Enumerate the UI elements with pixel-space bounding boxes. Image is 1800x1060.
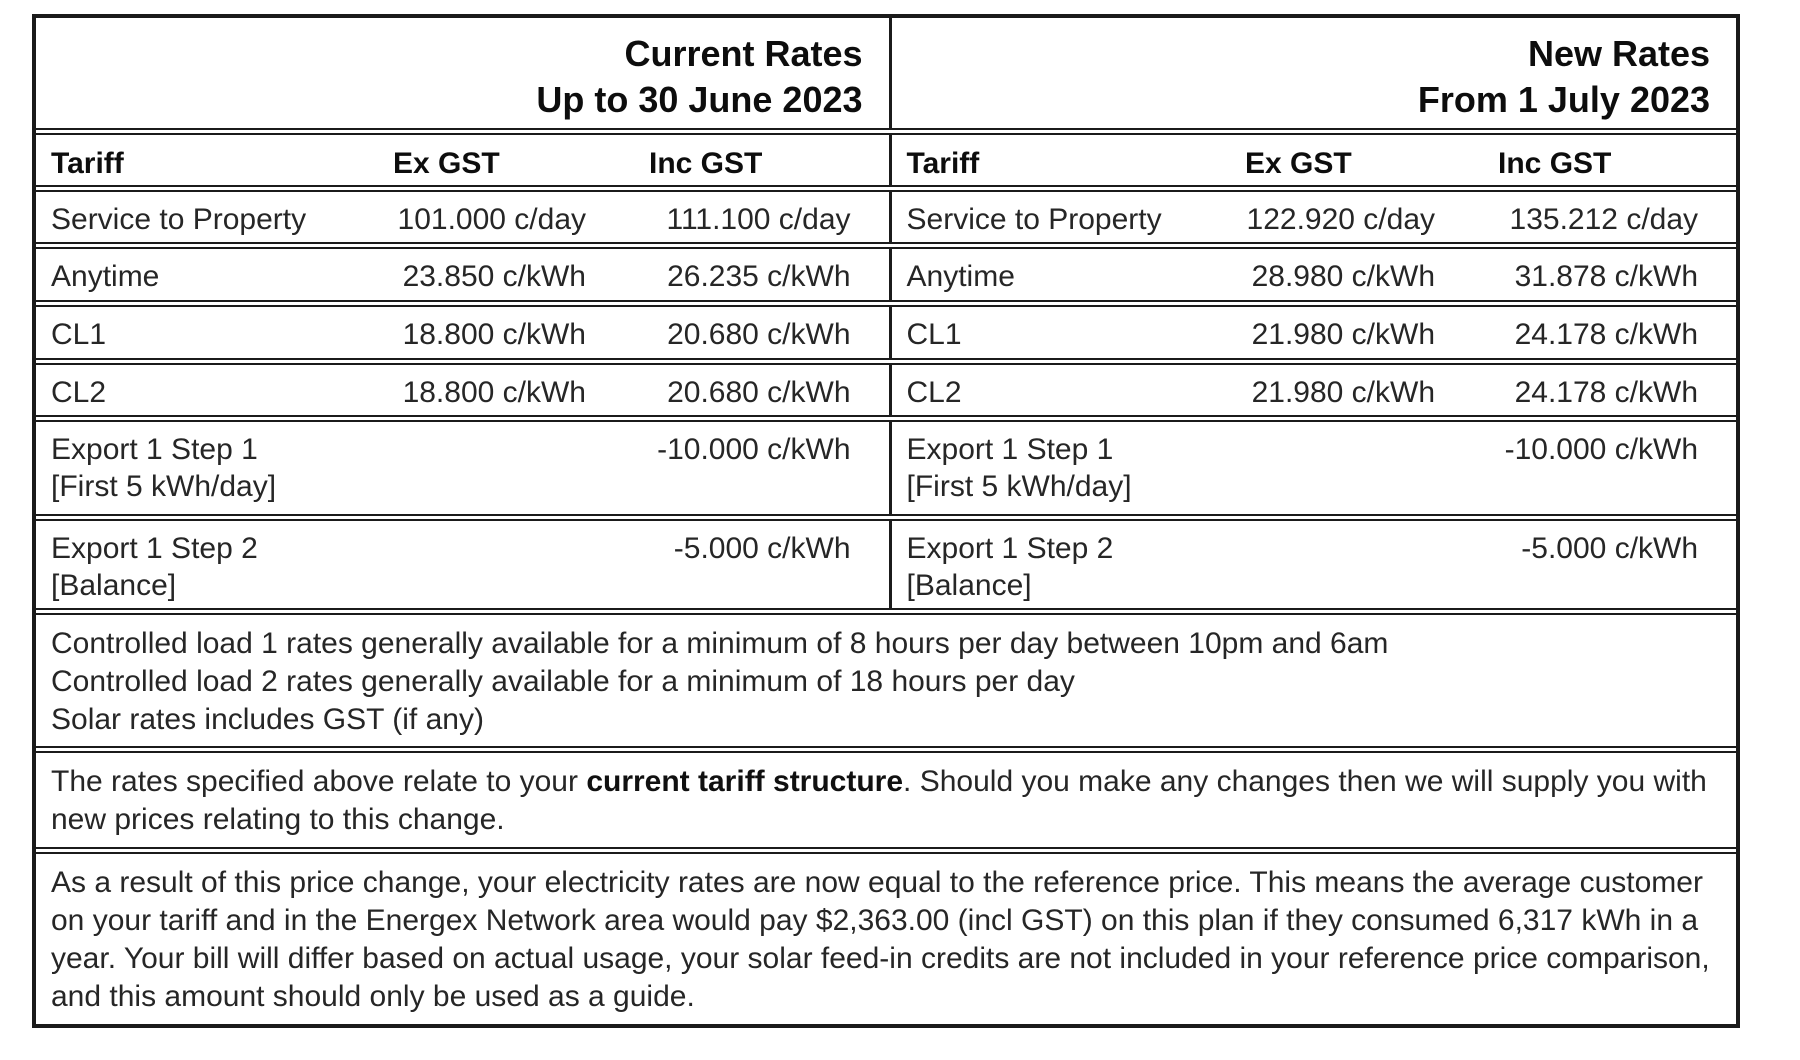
rate-value-empty [378,419,634,518]
rates-table [36,18,1736,1024]
controlled-load-notes [36,612,1736,750]
current-rates-subtitle: Up to 30 June 2023 [536,79,863,120]
tariff-name: Export 1 Step 1 [51,433,258,467]
rate-value: 24.178 c/kWh [1483,304,1736,362]
rate-value: -5.000 c/kWh [1483,517,1736,611]
rate-value: 31.878 c/kWh [1483,246,1736,304]
tariff-qualifier: [Balance] [51,568,177,602]
rate-value: -10.000 c/kWh [1483,419,1736,518]
tariff-qualifier: [First 5 kWh/day] [906,470,1132,504]
tariff-cell: CL2 [36,361,378,419]
new-rates-header [890,18,1736,132]
rate-value-empty [378,517,634,611]
new-rates-title: New Rates [1527,33,1711,74]
table-row-cl1 [36,304,1736,362]
tariff-cell: Anytime [890,246,1230,304]
rate-value-empty [1230,419,1483,518]
rate-value: 21.980 c/kWh [1230,361,1483,419]
tariff-cell [890,517,1230,611]
column-header-row [36,132,1736,189]
tariff-cell: Service to Property [890,188,1230,246]
table-row-cl2 [36,361,1736,419]
rate-value: 101.000 c/day [378,188,634,246]
tariff-cell [36,517,378,611]
right-tariff-column-header: Tariff [890,132,1230,189]
tariff-qualifier: [Balance] [906,568,1032,602]
tariff-note-suffix: . Should you make any changes then we will supply you with new prices relating to this change. [51,765,1707,837]
rate-value: 111.100 c/day [634,188,890,246]
tariff-note-bold: current tariff structure [586,765,904,799]
tariff-note-prefix: The rates specified above relate to your [51,765,587,799]
rate-value: -5.000 c/kWh [634,517,890,611]
left-incgst-column-header: Inc GST [634,132,890,189]
left-tariff-column-header: Tariff [36,132,378,189]
controlled-load-2-note: Controlled load 2 rates generally available for a minimum of 18 hours per day [51,665,1075,699]
tariff-cell: CL2 [890,361,1230,419]
tariff-cell: Anytime [36,246,378,304]
rate-value: -10.000 c/kWh [634,419,890,518]
controlled-load-notes-row [36,612,1736,750]
rate-value: 135.212 c/day [1483,188,1736,246]
right-exgst-column-header: Ex GST [1230,132,1483,189]
rate-value: 20.680 c/kWh [634,304,890,362]
table-row-export-1-step-1 [36,419,1736,518]
current-rates-header [36,18,890,132]
rate-value: 122.920 c/day [1230,188,1483,246]
rate-value-empty [1230,517,1483,611]
tariff-name: Export 1 Step 1 [906,433,1114,467]
rate-value: 21.980 c/kWh [1230,304,1483,362]
rate-value: 18.800 c/kWh [378,304,634,362]
tariff-name: Export 1 Step 2 [51,531,258,565]
reference-price-note: As a result of this price change, your electricity rates are now equal to the reference price. This means the average customer on your tariff and in the Energex Network area would pay $2,363.00 (incl GST) on this plan if they consumed 6,317 kWh in a year. Your bill will differ based on actual usage, your solar feed-in credits are not included in your reference price comparison, and this amount should only be used as a guide. [36,850,1736,1024]
rate-value: 18.800 c/kWh [378,361,634,419]
solar-rates-note: Solar rates includes GST (if any) [51,703,484,737]
rate-value: 23.850 c/kWh [378,246,634,304]
rate-value: 24.178 c/kWh [1483,361,1736,419]
reference-price-note-row [36,850,1736,1024]
tariff-cell [890,419,1230,518]
period-header-row [36,18,1736,132]
rate-value: 20.680 c/kWh [634,361,890,419]
rate-value: 28.980 c/kWh [1230,246,1483,304]
table-row-service-to-property [36,188,1736,246]
tariff-cell: Service to Property [36,188,378,246]
tariff-cell [36,419,378,518]
tariff-structure-note-row [36,750,1736,851]
controlled-load-1-note: Controlled load 1 rates generally available for a minimum of 8 hours per day between 10pm and 6am [51,627,1389,661]
tariff-structure-note [36,750,1736,851]
rates-table-frame [32,14,1740,1028]
table-row-anytime [36,246,1736,304]
tariff-name: Export 1 Step 2 [906,531,1114,565]
new-rates-subtitle: From 1 July 2023 [1417,79,1711,120]
table-row-export-1-step-2 [36,517,1736,611]
tariff-cell: CL1 [890,304,1230,362]
current-rates-title: Current Rates [624,33,863,74]
rate-value: 26.235 c/kWh [634,246,890,304]
right-incgst-column-header: Inc GST [1483,132,1736,189]
left-exgst-column-header: Ex GST [378,132,634,189]
tariff-cell: CL1 [36,304,378,362]
tariff-qualifier: [First 5 kWh/day] [51,470,277,504]
